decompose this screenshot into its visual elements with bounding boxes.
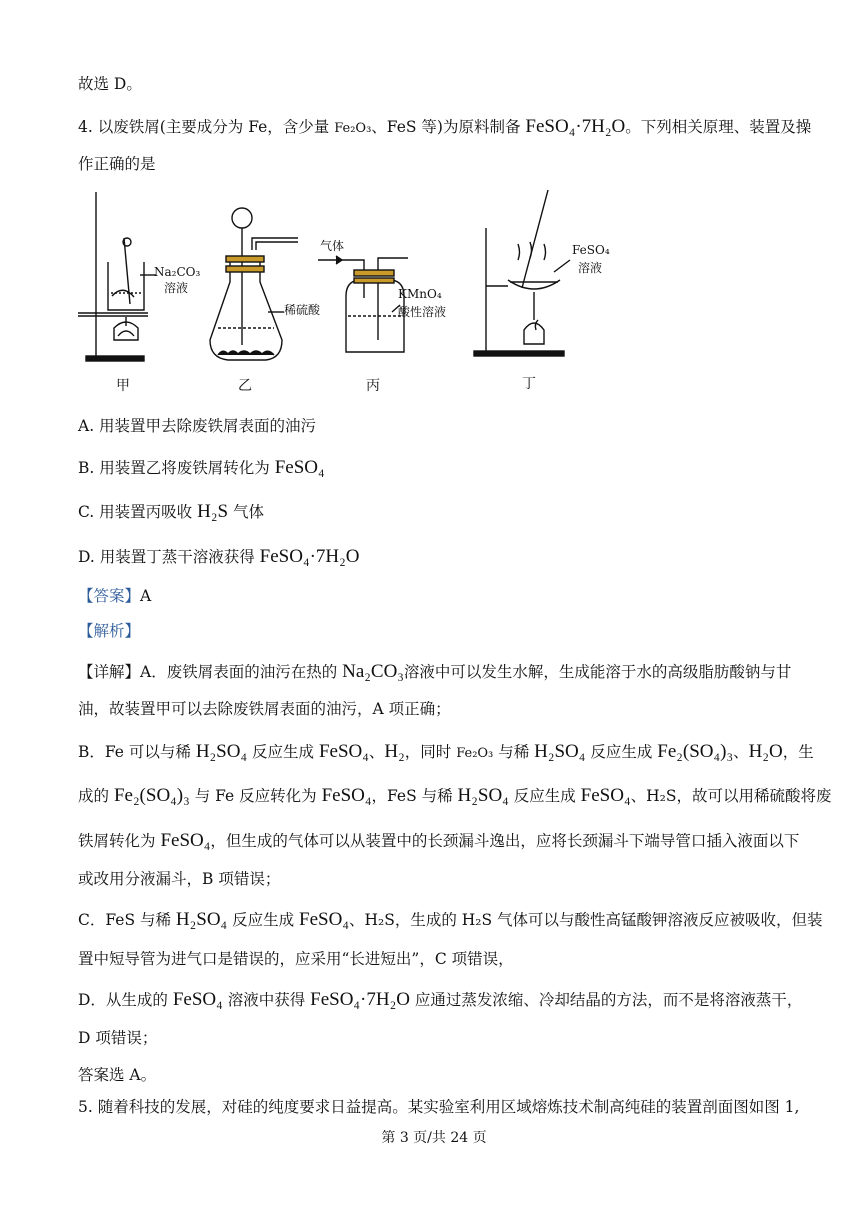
text: 置中短导管为进气口是错误的，应采用“长进短出”，C 项错误，	[78, 950, 514, 968]
apparatus-figure	[78, 180, 618, 395]
formula: FeSO₄	[321, 785, 372, 806]
formula: H₂SO₄	[195, 741, 248, 762]
formula: Na₂CO₃	[342, 661, 404, 682]
formula: FeSO₄	[274, 457, 325, 478]
text: 、FeS 等)为原料制备	[371, 118, 526, 136]
detail-d-1	[78, 990, 802, 1009]
detail-b-4	[78, 872, 280, 888]
formula: FeSO₄·7H₂O	[525, 116, 626, 137]
apparatus-bing	[318, 238, 446, 394]
text-line	[78, 77, 142, 93]
option-c	[78, 502, 264, 521]
text: 、H₂S，故可以用稀硫酸将废	[630, 787, 832, 805]
formula: FeSO₄·7H₂O	[259, 546, 360, 567]
caption-jia: 甲	[116, 378, 130, 394]
question-4-stem-cont	[78, 157, 156, 173]
text: 气体	[228, 503, 264, 521]
formula: Fe₂(SO₄)₃	[657, 741, 734, 762]
caption-yi: 乙	[238, 378, 252, 394]
analysis-tag: 【解析】	[78, 622, 141, 640]
label-solution-2: 溶液	[578, 261, 603, 275]
text: 【详解】A．废铁屑表面的油污在热的	[78, 663, 343, 681]
option-b	[78, 458, 325, 477]
apparatus-ding	[474, 190, 610, 392]
formula: FeSO₄	[580, 785, 631, 806]
formula: Fe₂O₃	[456, 746, 494, 761]
formula: H₂O	[748, 741, 783, 762]
question-4-stem	[78, 117, 811, 136]
detail-a-2	[78, 702, 451, 718]
formula: H₂SO₄	[457, 785, 509, 806]
formula: FeSO₄	[299, 909, 349, 930]
text: 、	[733, 743, 749, 761]
answer-tag: 【答案】	[78, 587, 141, 605]
option-a	[78, 419, 316, 435]
detail-c-1	[78, 910, 823, 929]
text: 溶液中可以发生水解，生成能溶于水的高级脂肪酸钠与甘	[403, 663, 792, 681]
text: ，FeS 与稀	[371, 787, 458, 805]
text: 与 Fe 反应转化为	[189, 787, 322, 805]
text: 作正确的是	[78, 155, 156, 173]
detail-b-1	[78, 742, 814, 761]
answer-line	[78, 589, 151, 605]
text: 5. 随着科技的发展，对硅的纯度要求日益提高。某实验室利用区域熔炼技术制高纯硅的装置剖面图如图 1,	[78, 1098, 800, 1116]
text: D 项错误；	[78, 1029, 158, 1047]
label-gas: 气体	[320, 239, 345, 253]
label-feso4: FeSO₄	[572, 243, 610, 257]
label-solution: 溶液	[164, 281, 189, 295]
formula: H₂SO₄	[534, 741, 586, 762]
text: 反应生成	[227, 911, 300, 929]
text: ，但生成的气体可以从装置中的长颈漏斗逸出，应将长颈漏斗下端导管口插入液面以下	[210, 832, 800, 850]
text: 反应生成	[247, 743, 319, 761]
text: D．从生成的	[78, 991, 173, 1009]
formula: H₂	[384, 741, 405, 762]
caption-bing: 丙	[366, 378, 380, 394]
formula: H₂SO₄	[175, 909, 228, 930]
option-d	[78, 547, 359, 566]
label-kmno4: KMnO₄	[398, 287, 442, 301]
label-na2co3: Na₂CO₃	[154, 265, 201, 279]
detail-d-2	[78, 1031, 157, 1047]
label-acidic-solution: 酸性溶液	[398, 305, 447, 319]
answer-value: A	[140, 587, 152, 605]
text: 与稀	[493, 743, 535, 761]
formula: H₂S	[197, 501, 229, 522]
formula: FeSO₄	[160, 830, 211, 851]
text: 或改用分液漏斗，B 项错误；	[78, 870, 281, 888]
text: 油，故装置甲可以去除废铁屑表面的油污，A 项正确；	[78, 700, 451, 718]
text: 铁屑转化为	[78, 832, 161, 850]
formula: FeSO₄·7H₂O	[310, 989, 410, 1010]
text: 反应生成	[508, 787, 581, 805]
formula: Fe₂O₃	[334, 121, 372, 136]
analysis-line	[78, 624, 140, 640]
text: D. 用装置丁蒸干溶液获得	[78, 548, 260, 566]
text: C．FeS 与稀	[78, 911, 176, 929]
text: B. 用装置乙将废铁屑转化为	[78, 459, 275, 477]
detail-b-3	[78, 831, 799, 850]
text: 成的	[78, 787, 114, 805]
label-dilute-acid: 稀硫酸	[284, 303, 321, 317]
text: 溶液中获得	[222, 991, 311, 1009]
text: 应通过蒸发浓缩、冷却结晶的方法，而不是将溶液蒸干，	[409, 991, 803, 1009]
formula: FeSO₄	[172, 989, 223, 1010]
text: 故选 D。	[78, 75, 142, 93]
text: A. 用装置甲去除废铁屑表面的油污	[78, 417, 317, 435]
text: 4. 以废铁屑(主要成分为 Fe，含少量	[78, 118, 335, 136]
formula: FeSO₄	[318, 741, 369, 762]
text: ，生	[782, 743, 814, 761]
text: 。下列相关原理、装置及操	[625, 118, 812, 136]
text: 、H₂S，生成的 H₂S 气体可以与酸性高锰酸钾溶液反应被吸收，但装	[348, 911, 823, 929]
text: 答案选 A。	[78, 1066, 157, 1084]
caption-ding: 丁	[522, 376, 536, 392]
text: 反应生成	[585, 743, 658, 761]
formula: Fe₂(SO₄)₃	[113, 785, 190, 806]
text: C. 用装置丙吸收	[78, 503, 198, 521]
text: ，同时	[404, 743, 457, 761]
apparatus-jia	[78, 192, 200, 394]
conclusion	[78, 1068, 156, 1084]
text: 、	[368, 743, 385, 761]
detail-b-2	[78, 786, 831, 805]
question-5-stem	[78, 1100, 799, 1116]
detail-c-2	[78, 952, 514, 968]
page-footer: 第 3 页/共 24 页	[381, 1130, 487, 1146]
apparatus-yi	[210, 208, 321, 394]
text: B．Fe 可以与稀	[78, 743, 196, 761]
detail-a-1	[78, 662, 791, 681]
